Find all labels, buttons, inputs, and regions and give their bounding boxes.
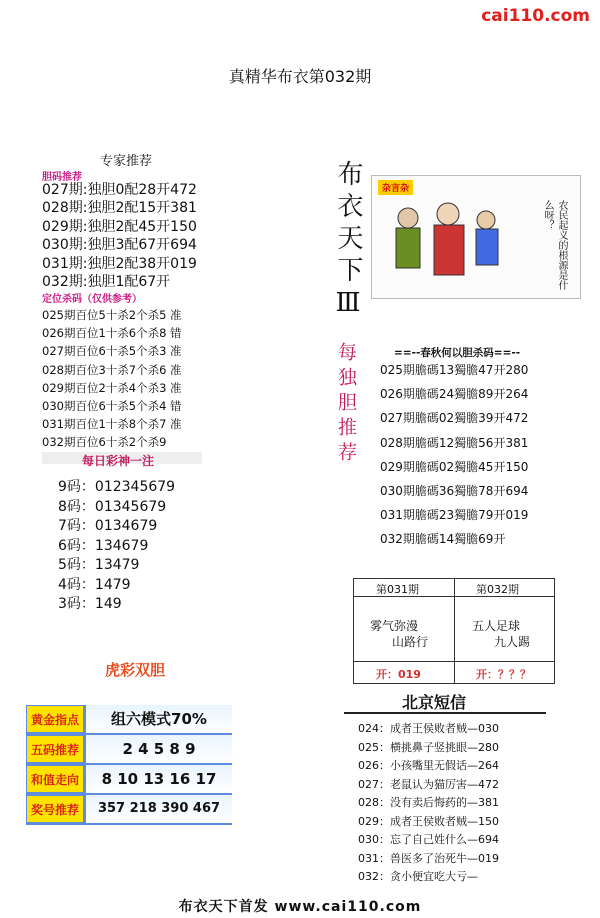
list-item: 032期百位6十杀2个杀9 xyxy=(42,435,167,450)
list-item: 030期膽碼36獨膽78开694 xyxy=(380,484,529,499)
list-item: 031期:独胆2配38开019 xyxy=(42,255,197,272)
grid-value: 2 4 5 8 9 xyxy=(86,735,232,763)
single-dan-list xyxy=(42,181,197,291)
footer-credit: 布衣天下首发 www.cai110.com xyxy=(178,899,422,915)
list-item: 3码：149 xyxy=(58,596,122,612)
list-item: 026期百位1十杀6个杀8 错 xyxy=(42,326,182,341)
puzzle-right-line2: 九人踢 xyxy=(494,635,531,649)
puzzle-left-line1: 雾气弥漫 xyxy=(370,619,419,633)
puzzle-left-line2: 山路行 xyxy=(392,635,429,649)
list-item: 027期百位6十杀5个杀3 准 xyxy=(42,344,182,359)
news-list xyxy=(358,720,499,887)
list-item: 7码：0134679 xyxy=(58,518,158,534)
list-item: 6码：134679 xyxy=(58,537,149,554)
grid-label: 奖号推荐 xyxy=(26,795,84,823)
list-item: 029：成者王侯败者贼—150 xyxy=(358,814,499,828)
list-item: 028期膽碼12獨膽56开381 xyxy=(380,435,529,450)
list-item: 027：老鼠认为猫厉害—472 xyxy=(358,777,499,791)
page-title: 真精华布衣第032期 xyxy=(228,67,372,86)
list-item: 024：成者王侯败者贼—030 xyxy=(358,722,499,735)
list-item: 030：忘了自己姓什么—694 xyxy=(358,833,499,846)
list-item: 9码：012345679 xyxy=(58,479,176,495)
puzzle-left-open: 开：019 xyxy=(376,668,421,681)
list-item: 027期膽碼02獨膽39开472 xyxy=(380,411,529,426)
list-item: 027期:独胆0配28开472 xyxy=(42,182,197,198)
list-item: 025期膽碼13獨膽47开280 xyxy=(380,363,529,377)
grid-label: 黄金指点 xyxy=(26,705,84,733)
dan-header: ==--春秋何以胆杀码==-- xyxy=(394,347,521,359)
list-item: 029期膽碼02獨膽45开150 xyxy=(380,459,529,474)
cartoon-badge: 杂言杂 xyxy=(378,180,413,195)
list-item: 031：兽医多了治死牛—019 xyxy=(358,851,499,865)
list-item: 032期膽碼14獨膽69开 xyxy=(380,532,506,547)
code-list xyxy=(58,478,175,615)
kill-code-list xyxy=(42,306,182,452)
brand-vertical-title: 布衣天下Ⅲ xyxy=(333,160,363,324)
list-item: 5码：13479 xyxy=(58,557,140,573)
cartoon-figures xyxy=(378,196,508,292)
list-item: 026期膽碼24獨膽89开264 xyxy=(380,387,529,402)
cartoon-caption: 农民起义的根源是什么呀？ xyxy=(542,200,567,290)
puzzle-left-head: 第031期 xyxy=(376,583,419,596)
grid-label: 五码推荐 xyxy=(26,735,84,763)
list-item: 030期百位6十杀5个杀4 错 xyxy=(42,399,182,414)
list-item: 028期:独胆2配15开381 xyxy=(42,200,197,217)
list-item: 4码：1479 xyxy=(58,576,131,593)
grid-value: 8 10 13 16 17 xyxy=(86,765,232,793)
single-dan-header: 胆码推荐 xyxy=(42,172,82,183)
dan-vertical-title: 每独胆推荐 xyxy=(335,342,357,467)
list-item: 028：没有卖后悔药的—381 xyxy=(358,796,499,809)
recommendation-grid xyxy=(26,705,232,825)
site-watermark: cai110.com xyxy=(481,6,590,26)
list-item: 031期膽碼23獨膽79开019 xyxy=(380,508,529,523)
list-item: 029期:独胆2配45开150 xyxy=(42,218,197,235)
grid-label: 和值走向 xyxy=(26,765,84,793)
daily-pick-header: 每日彩神一注 xyxy=(82,454,155,468)
list-item: 031期百位1十杀8个杀7 准 xyxy=(42,417,182,432)
list-item: 029期百位2十杀4个杀3 准 xyxy=(42,380,182,395)
grid-value: 组六模式70% xyxy=(86,705,232,733)
expert-section-title: 专家推荐 xyxy=(100,154,153,169)
puzzle-right-open: 开：？？？ xyxy=(476,668,531,681)
dan-list xyxy=(380,358,528,552)
puzzle-box xyxy=(353,578,555,684)
list-item: 032期:独胆1配67开 xyxy=(42,274,171,291)
list-item: 026：小孩嘴里无假话—264 xyxy=(358,759,499,772)
list-item: 025期百位5十杀2个杀5 准 xyxy=(42,308,182,322)
tiger-title: 虎彩双胆 xyxy=(105,661,166,679)
kill-code-header: 定位杀码（仅供参考） xyxy=(42,294,142,305)
puzzle-right-line1: 五人足球 xyxy=(472,619,521,633)
list-item: 032：贪小便宜吃大亏— xyxy=(358,870,478,883)
list-item: 8码：01345679 xyxy=(58,498,167,515)
list-item: 028期百位3十杀7个杀6 准 xyxy=(42,362,182,377)
grid-value: 357 218 390 467 xyxy=(86,795,232,823)
puzzle-right-head: 第032期 xyxy=(476,583,519,596)
list-item: 025：横挑鼻子竖挑眼—280 xyxy=(358,740,499,754)
cartoon-image xyxy=(371,175,581,299)
list-item: 030期:独胆3配67开694 xyxy=(42,237,197,254)
news-divider xyxy=(344,712,546,714)
news-title: 北京短信 xyxy=(402,693,467,712)
